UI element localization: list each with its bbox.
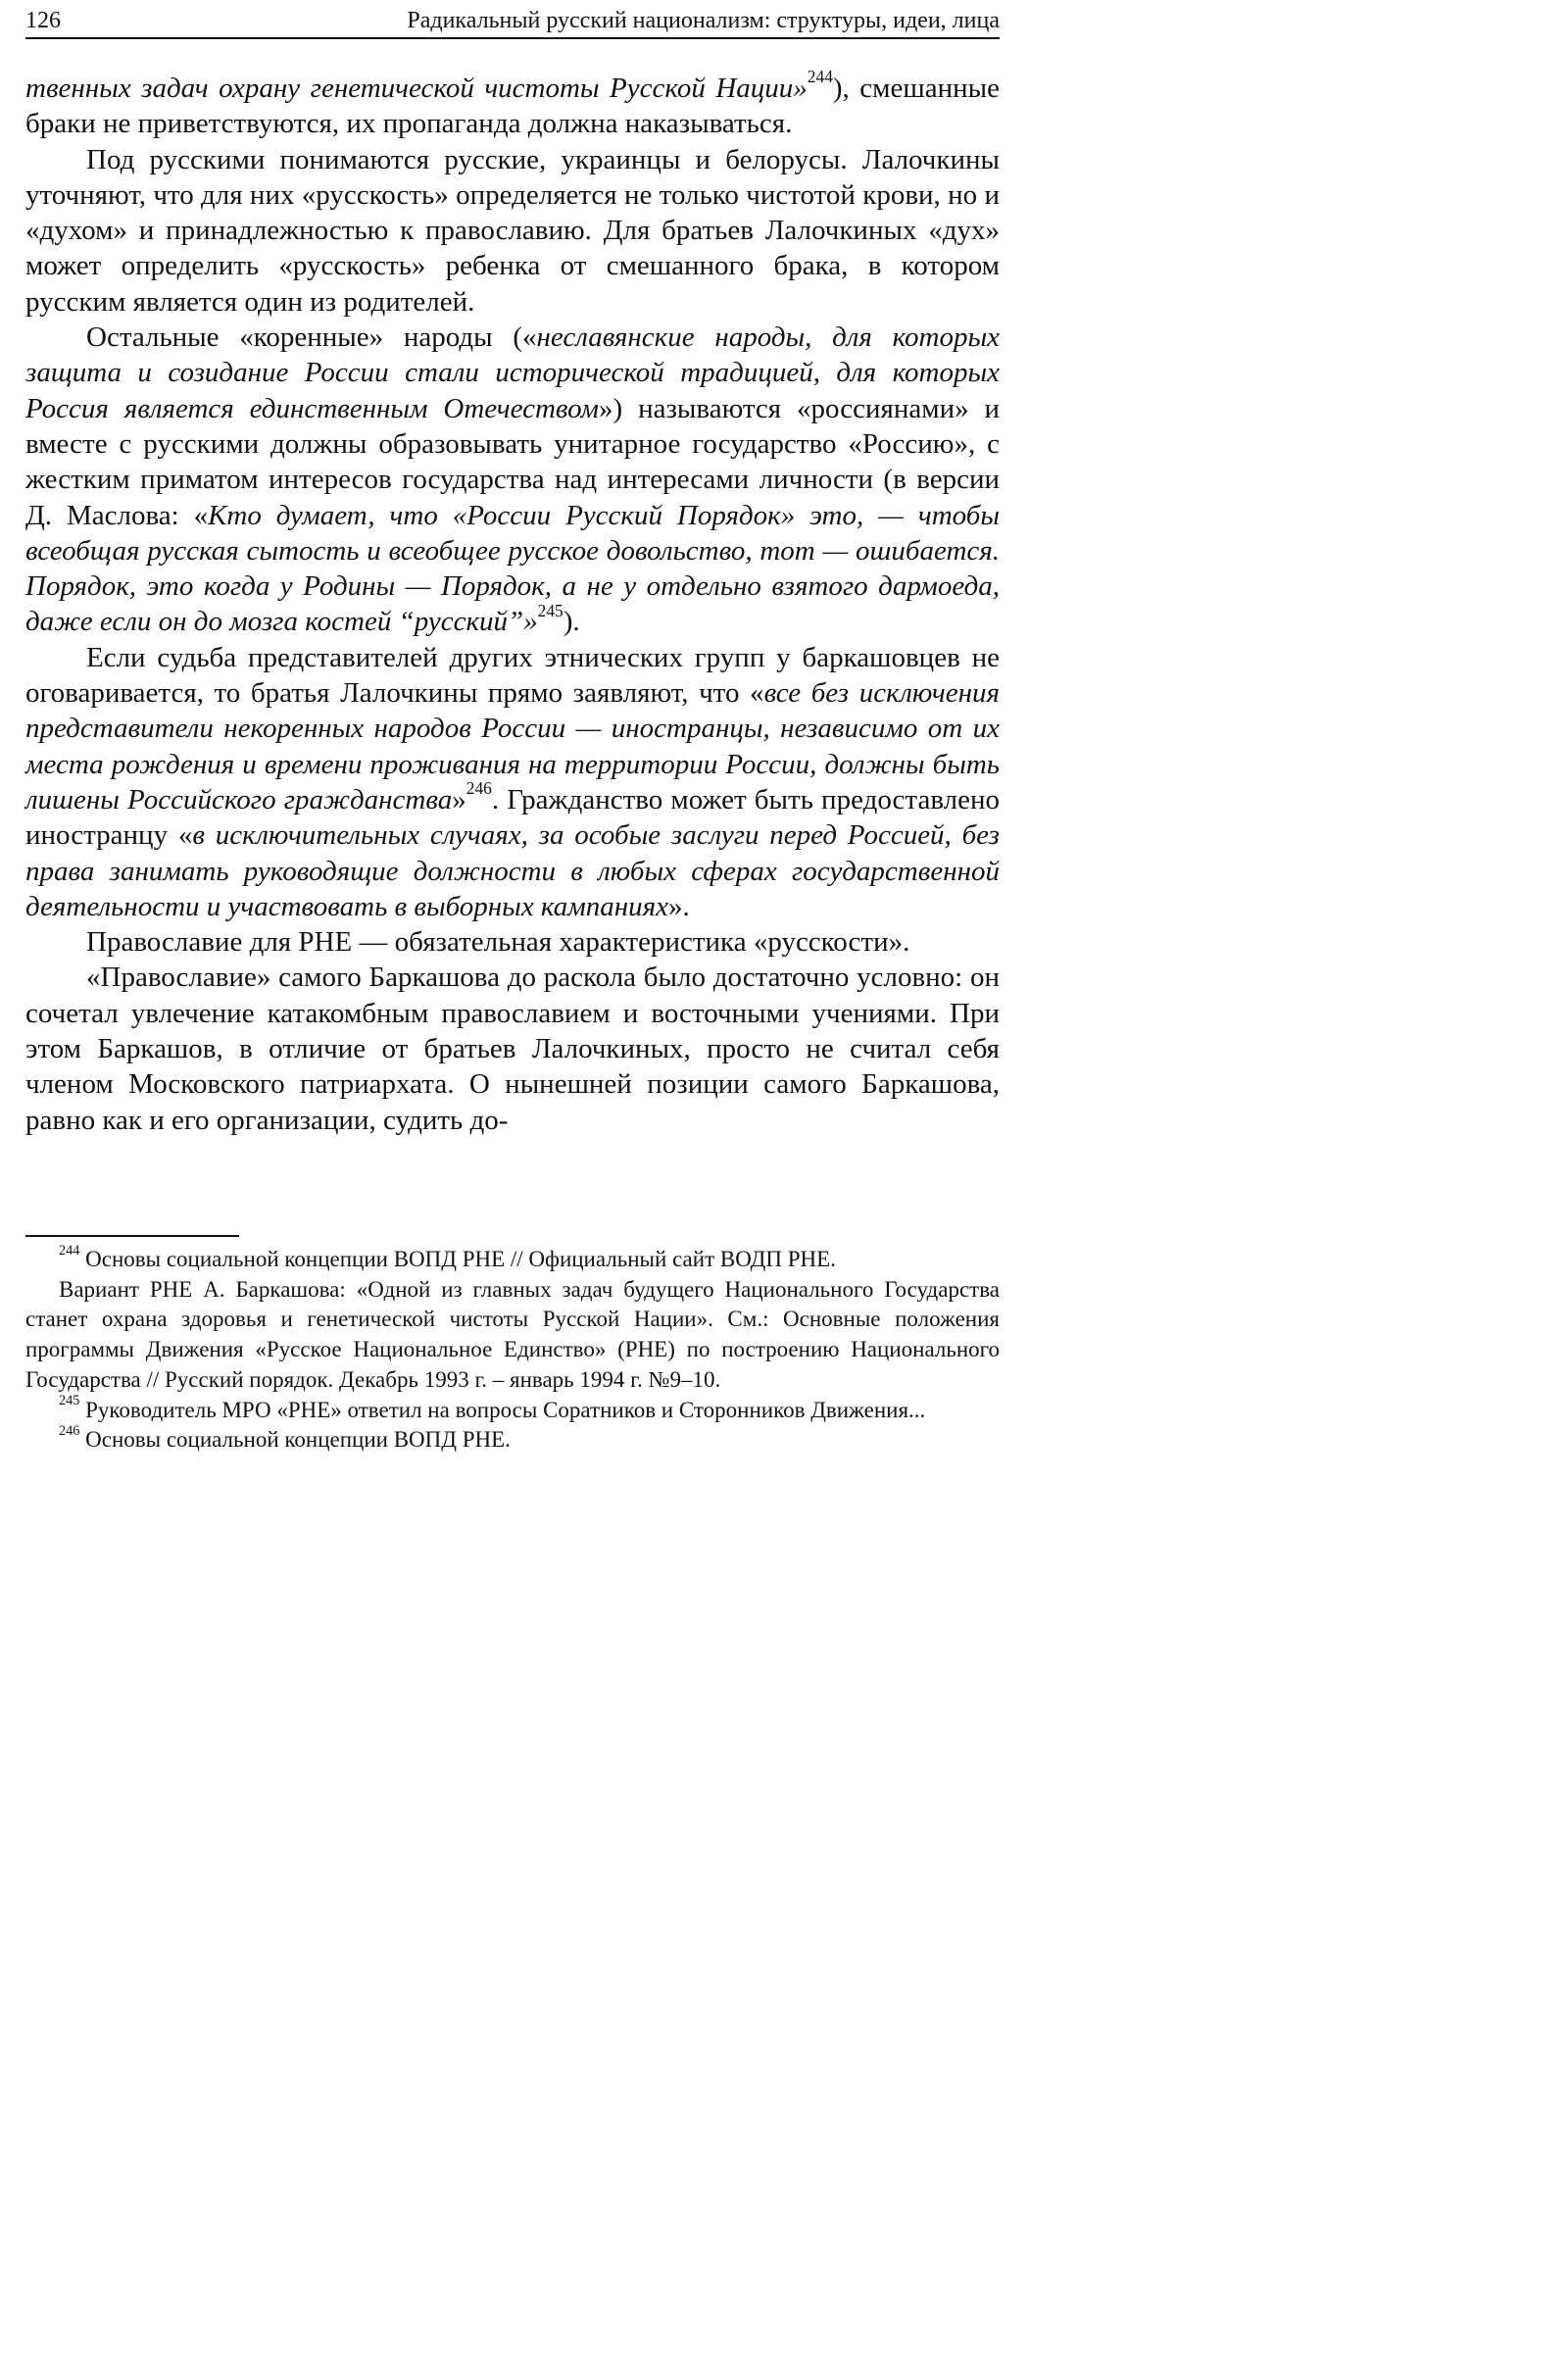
footnote-number: 244 <box>59 1242 80 1259</box>
footnote-244-continuation <box>25 1275 1000 1396</box>
footnote-244 <box>25 1242 1000 1275</box>
text-run: » <box>452 783 466 815</box>
text-run: ), смешанные браки не приветствуются, их пропаганда должна наказываться. <box>25 73 1000 140</box>
footnote-number: 246 <box>59 1422 80 1439</box>
paragraph-2: Под русскими понимаются русские, украинцы и белорусы. Лалочкины уточняют, что для них «русскость» определяется не только чистотой крови, но и «духом» и принадлежностью к православию. Для братьев Лалочкиных «дух» может определить «русскость» ребенка от смешанного брака, в котором русским является один из родителей. <box>25 143 1000 318</box>
quote-italic: твенных задач охрану генетической чистоты Русской Нации» <box>25 73 808 104</box>
footnote-245 <box>25 1393 1000 1426</box>
text-run: Остальные «коренные» народы (« <box>86 321 537 354</box>
footnote-text: Основы социальной концепции ВОПД РНЕ // Официальный сайт ВОДП РНЕ. <box>85 1247 836 1271</box>
footnotes <box>25 1242 1000 1456</box>
paragraph-6: «Православие» самого Баркашова до раскола было достаточно условно: он сочетал увлечение катакомбным православием и восточными учениями. При этом Баркашов, в отличие от братьев Лалочкиных, просто не считал себя членом Московского патриархата. О нынешней позиции самого Баркашова, равно как и его организации, судить до- <box>25 962 1000 1136</box>
footnote-text: Вариант РНЕ А. Баркашова: «Одной из главных задач будущего Национального Государства станет охрана здоровья и генетической чистоты Русской Нации». См.: Основные положения программы Движения «Русское Национальное Единство» (РНЕ) по построению Национального Государства // Русский порядок. Декабрь 1993 г. – январь 1994 г. №9–10. <box>25 1276 1000 1392</box>
paragraph-4 <box>25 640 1000 924</box>
quote-italic: в исключительных случаях, за особые заслуги перед Россией, без права занимать руководящие должности в любых сферах государственной деятельности и участвовать в выборных кампаниях <box>25 819 1000 922</box>
footnote-number: 245 <box>59 1393 80 1409</box>
footnote-246 <box>25 1422 1000 1456</box>
text-run: Если судьба представителей других этнических групп у баркашовцев не оговаривается, то братья Лалочкины прямо заявляют, что « <box>25 641 1000 710</box>
header-rule <box>25 37 1000 39</box>
paragraph-1 <box>25 67 1000 142</box>
text-run: . Гражданство может быть предоставлено иностранцу « <box>25 783 1000 852</box>
running-title: Радикальный русский национализм: структуры, идеи, лица <box>407 8 1000 33</box>
running-header <box>25 6 1000 35</box>
footnote-ref-245[interactable]: 245 <box>537 600 564 620</box>
main-text <box>25 67 1000 1138</box>
page-number: 126 <box>25 8 61 33</box>
paragraph-5: Православие для РНЕ — обязательная характеристика «русскости». <box>86 926 910 959</box>
quote-italic: Кто думает, что «России Русский Порядок» это, — чтобы всеобщая русская сытость и всеобщее русское довольство, тот — ошибается. Порядок, это когда у Родины — Порядок, а не у отдельно взятого дармоеда, даже если он до мозга костей “русский”» <box>25 499 1000 638</box>
footnote-text: Руководитель МРО «РНЕ» ответил на вопросы Соратников и Сторонников Движения... <box>85 1397 926 1422</box>
quote-italic: все без исключения представители некоренных народов России — иностранцы, независимо от их места рождения и времени проживания на территории России, должны быть лишены Российского гражданства <box>25 677 1000 815</box>
footnote-ref-246[interactable]: 246 <box>466 778 492 799</box>
quote-italic: неславянские народы, для которых защита и созидание России стали исторической традицией, для которых Россия является единственным Отечеством <box>25 321 1000 424</box>
paragraph-3 <box>25 320 1000 640</box>
book-page <box>0 0 1027 1568</box>
footnote-ref-244[interactable]: 244 <box>807 67 833 87</box>
text-run: ») называются «россиянами» и вместе с русскими должны образовывать унитарное государство «Россию», с жестким приматом интересов государства над интересами личности (в версии Д. Маслова: « <box>25 392 1000 531</box>
text-run: ». <box>668 890 690 922</box>
footnote-rule <box>25 1235 239 1237</box>
footnote-text: Основы социальной концепции ВОПД РНЕ. <box>85 1427 511 1453</box>
text-run: ). <box>563 606 580 638</box>
